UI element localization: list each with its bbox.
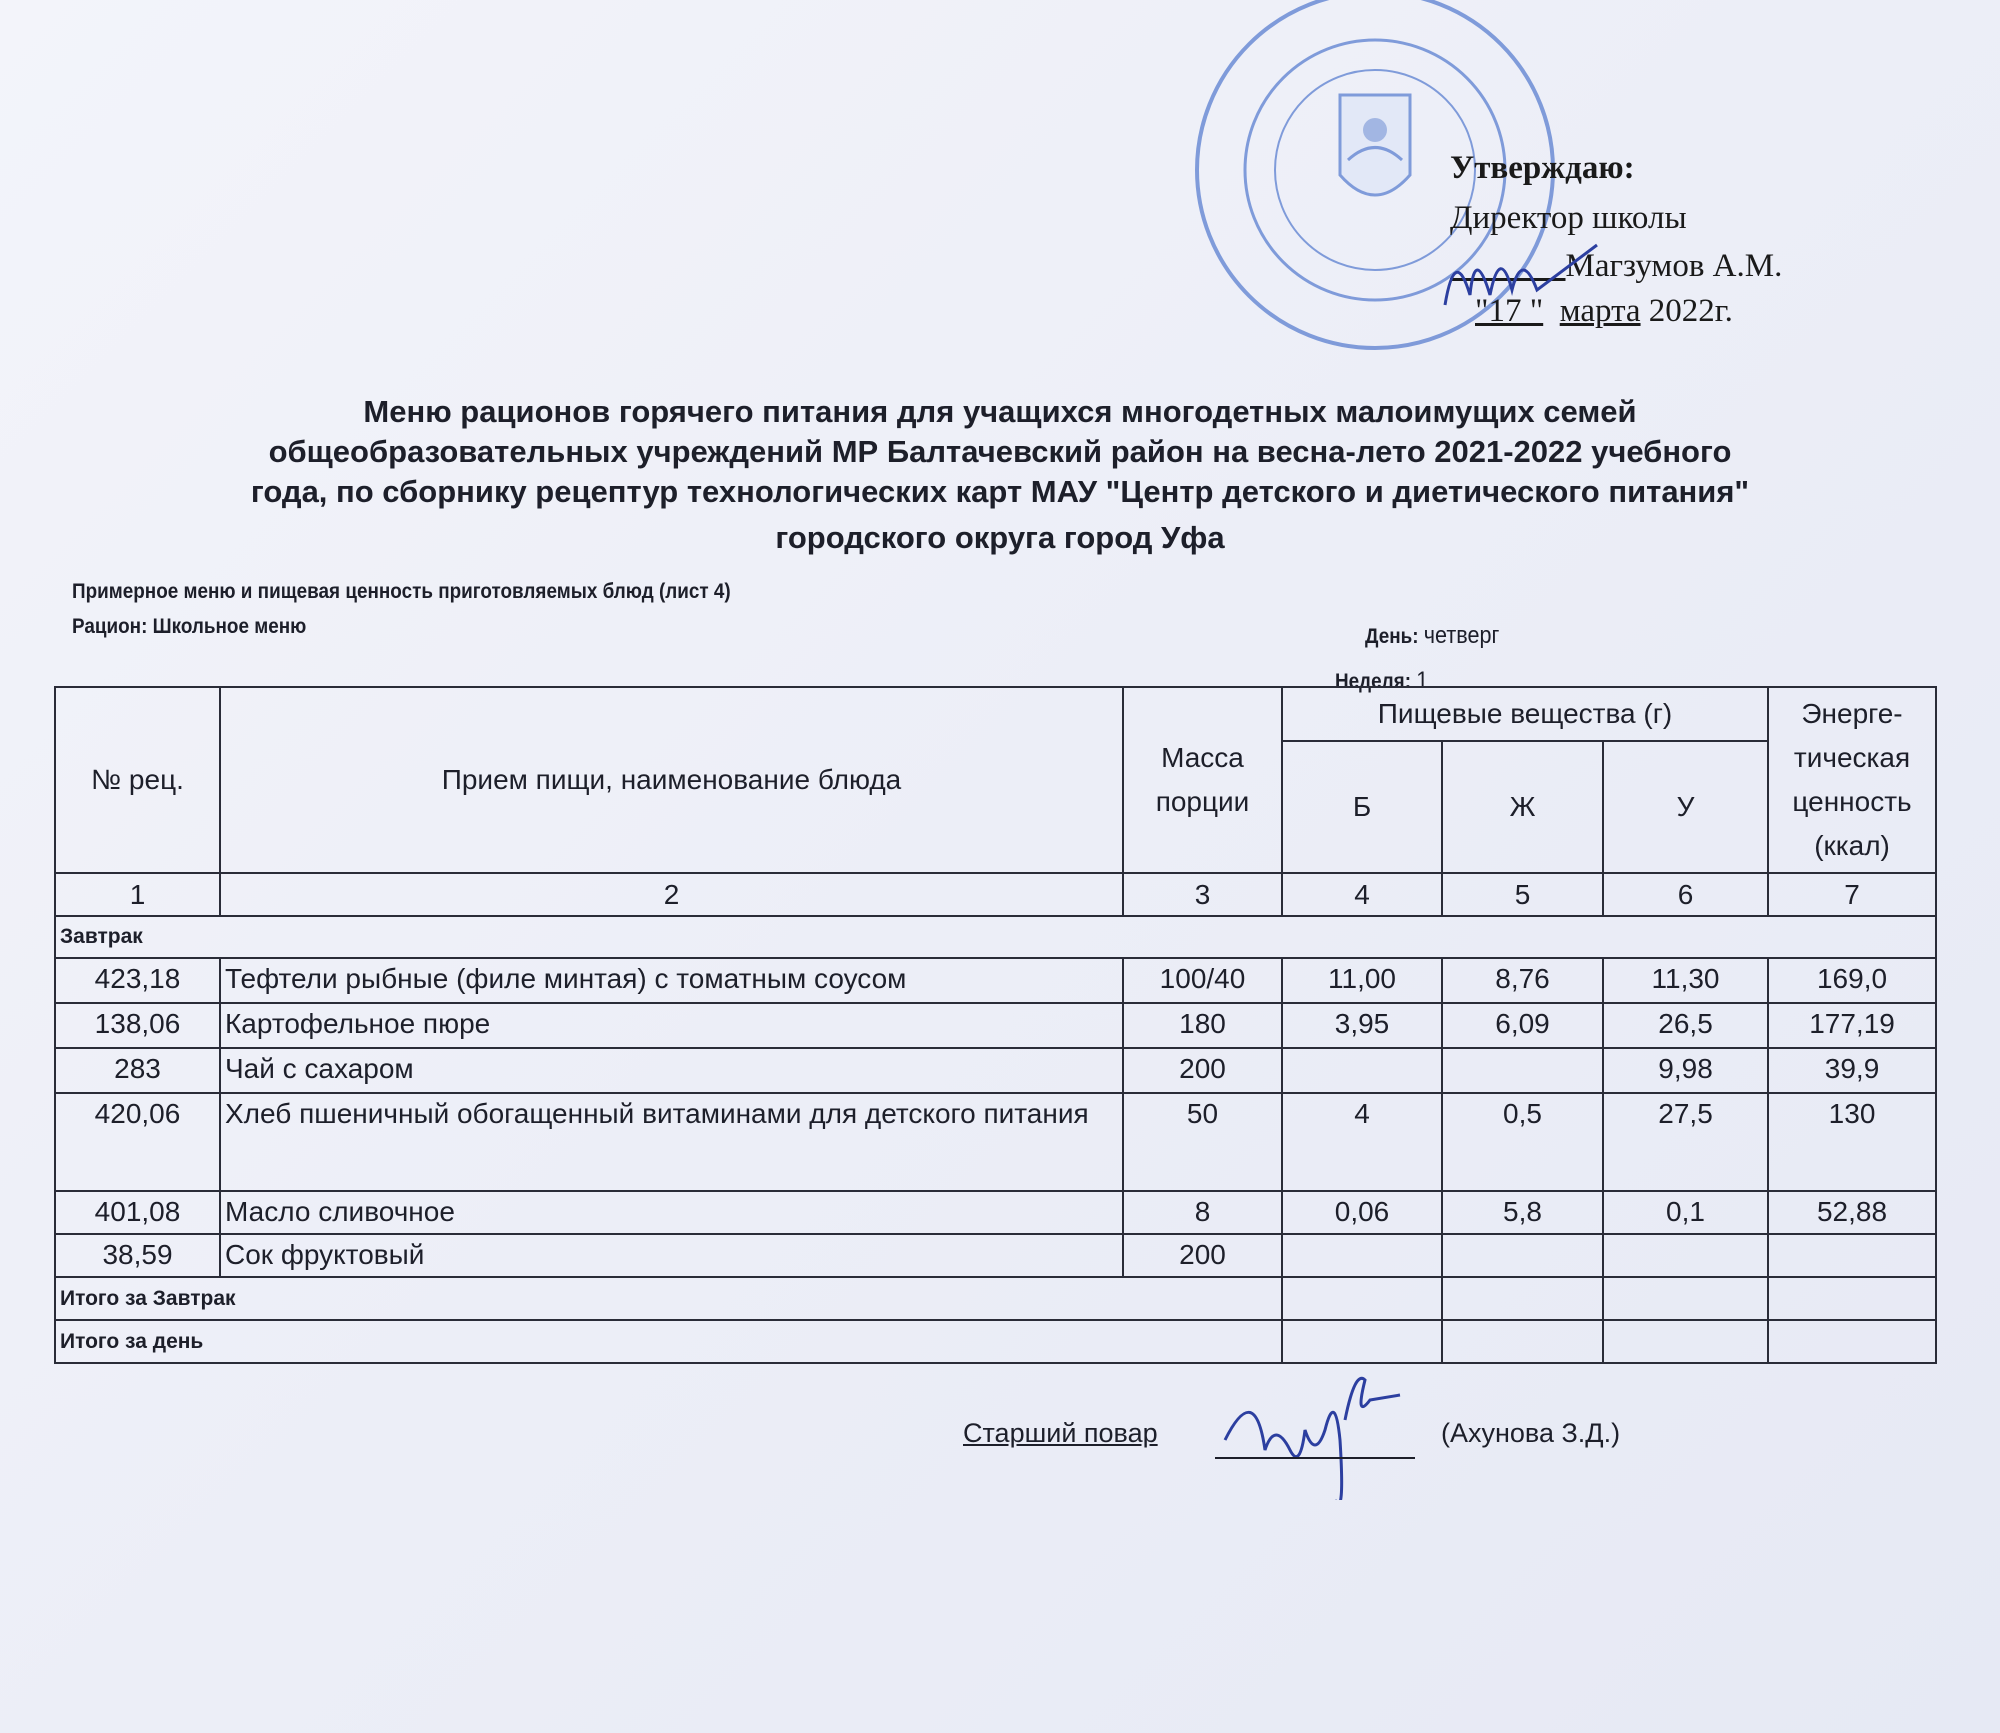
protein: 3,95 (1282, 1003, 1442, 1048)
table-row (55, 1191, 1936, 1234)
recipe-number: 38,59 (55, 1234, 220, 1277)
fat: 0,5 (1442, 1093, 1603, 1191)
fat: 5,8 (1442, 1191, 1603, 1234)
dish-name: Масло сливочное (220, 1191, 1123, 1234)
portion-mass: 8 (1123, 1191, 1282, 1234)
recipe-number: 423,18 (55, 958, 220, 1003)
header-dish: Прием пищи, наименование блюда (220, 687, 1123, 873)
recipe-number: 420,06 (55, 1093, 220, 1191)
approval-director-name: Магзумов А.М. (1565, 248, 1783, 284)
column-number: 5 (1442, 873, 1603, 916)
title-line: Меню рационов горячего питания для учащихся многодетных малоимущих семей (363, 394, 1637, 429)
column-number: 4 (1282, 873, 1442, 916)
table-row (55, 1093, 1936, 1191)
ration: Рацион: Школьное меню (72, 615, 307, 638)
portion-mass: 180 (1123, 1003, 1282, 1048)
carbs: 9,98 (1603, 1048, 1768, 1093)
carbs: 27,5 (1603, 1093, 1768, 1191)
header-nutrients: Пищевые вещества (г) (1282, 687, 1768, 741)
director-signature (1425, 235, 1625, 325)
approval-date: "17 " марта 2022г. (1475, 293, 1733, 329)
table-row (55, 1003, 1936, 1048)
protein: 0,06 (1282, 1191, 1442, 1234)
recipe-number: 138,06 (55, 1003, 220, 1048)
cook-signature (1215, 1370, 1415, 1500)
dish-name: Картофельное пюре (220, 1003, 1123, 1048)
table-row (55, 1048, 1936, 1093)
title-line: общеобразовательных учреждений МР Балтачевский район на весна-лето 2021-2022 учебного (268, 434, 1732, 469)
dish-name: Сок фруктовый (220, 1234, 1123, 1277)
portion-mass: 100/40 (1123, 958, 1282, 1003)
week-info: Неделя: 1 (1335, 667, 1429, 694)
header-energy: Энерге-тическая ценность (ккал) (1768, 687, 1936, 873)
document-title (60, 392, 1940, 558)
portion-mass: 50 (1123, 1093, 1282, 1191)
header-mass: Масса порции (1123, 687, 1282, 873)
title-line: городского округа город Уфа (775, 520, 1225, 555)
protein (1282, 1048, 1442, 1093)
menu-table (54, 686, 1937, 1364)
carbs: 11,30 (1603, 958, 1768, 1003)
column-number: 7 (1768, 873, 1936, 916)
fat: 8,76 (1442, 958, 1603, 1003)
day-info: День: четверг (1365, 622, 1500, 649)
energy: 52,88 (1768, 1191, 1936, 1234)
header-protein: Б (1282, 741, 1442, 873)
energy: 39,9 (1768, 1048, 1936, 1093)
recipe-number: 401,08 (55, 1191, 220, 1234)
table-row (55, 958, 1936, 1003)
column-number: 3 (1123, 873, 1282, 916)
cook-name: (Ахунова З.Д.) (1441, 1418, 1621, 1448)
portion-mass: 200 (1123, 1234, 1282, 1277)
header-fat: Ж (1442, 741, 1603, 873)
approval-heading: Утверждаю: (1450, 150, 1635, 186)
dish-name: Чай с сахаром (220, 1048, 1123, 1093)
approval-position: Директор школы (1450, 200, 1687, 236)
protein (1282, 1234, 1442, 1277)
table-row (55, 1234, 1936, 1277)
total-day: Итого за день (55, 1320, 1282, 1363)
protein: 4 (1282, 1093, 1442, 1191)
energy (1768, 1234, 1936, 1277)
header-rec-number: № рец. (55, 687, 220, 873)
subtitle: Примерное меню и пищевая ценность приготовляемых блюд (лист 4) (72, 580, 731, 603)
protein: 11,00 (1282, 958, 1442, 1003)
header-carbs: У (1603, 741, 1768, 873)
column-number: 6 (1603, 873, 1768, 916)
cook-label: Старший повар (963, 1418, 1158, 1448)
title-line: года, по сборнику рецептур технологических карт МАУ "Центр детского и диетического питания" (250, 474, 1750, 509)
fat (1442, 1234, 1603, 1277)
energy: 177,19 (1768, 1003, 1936, 1048)
dish-name: Тефтели рыбные (филе минтая) с томатным соусом (220, 958, 1123, 1003)
fat: 6,09 (1442, 1003, 1603, 1048)
column-number: 2 (220, 873, 1123, 916)
carbs: 26,5 (1603, 1003, 1768, 1048)
portion-mass: 200 (1123, 1048, 1282, 1093)
dish-name: Хлеб пшеничный обогащенный витаминами для детского питания (220, 1093, 1123, 1191)
recipe-number: 283 (55, 1048, 220, 1093)
column-number-row (55, 873, 1936, 916)
carbs: 0,1 (1603, 1191, 1768, 1234)
total-breakfast: Итого за Завтрак (55, 1277, 1282, 1320)
energy: 130 (1768, 1093, 1936, 1191)
column-number: 1 (55, 873, 220, 916)
energy: 169,0 (1768, 958, 1936, 1003)
carbs (1603, 1234, 1768, 1277)
section-breakfast: Завтрак (55, 916, 1936, 958)
fat (1442, 1048, 1603, 1093)
